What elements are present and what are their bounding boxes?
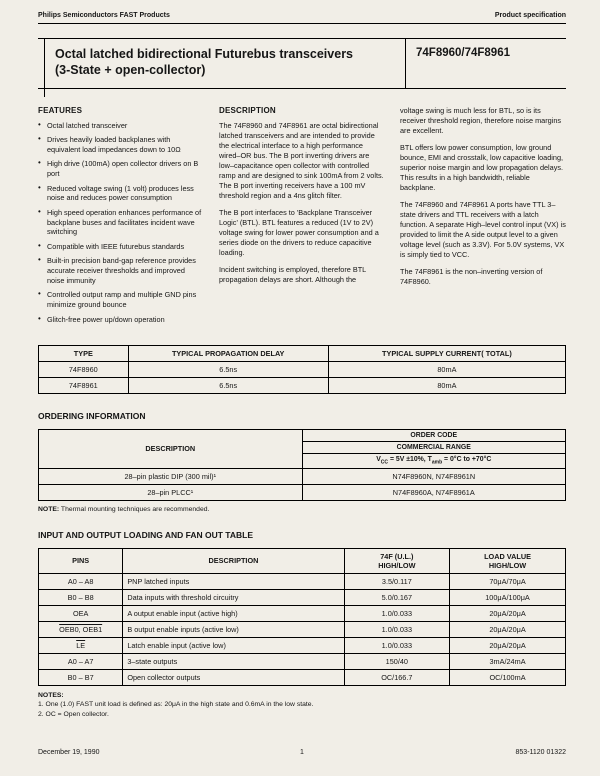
feature-item: • Reduced voltage swing (1 volt) produces less noise and reduces power consumption: [38, 184, 204, 203]
pins-cell: $\overline{LE}$: [39, 637, 123, 653]
footer-date: December 19, 1990: [38, 749, 100, 756]
vcc-subscript: CC: [380, 459, 389, 466]
load-value-header: [450, 548, 566, 573]
load-value-line1: LOAD VALUE: [484, 551, 531, 561]
unit-load-line2: HIGH/LOW: [378, 560, 416, 570]
load-value-cell: 20μA/20μA: [450, 621, 566, 637]
pins-cell: OEA: [39, 605, 123, 621]
package-cell: 28–pin plastic DIP (300 mil)¹: [39, 468, 303, 484]
feature-item: • Compatible with IEEE futurebus standards: [38, 242, 204, 252]
header-rule: [38, 23, 566, 24]
body-columns: [38, 106, 566, 330]
type-cell: 74F8961: [39, 378, 129, 394]
table-row: [39, 468, 566, 484]
description-paragraph: Incident switching is employed, therefore BTL propagation delays are short. Although the: [219, 265, 366, 285]
propagation-delay-header: TYPICAL PROPAGATION DELAY: [128, 346, 328, 362]
unit-load-cell: 1.0/0.033: [344, 605, 449, 621]
notes-label: NOTES:: [38, 691, 64, 699]
load-value-cell: 100μA/100μA: [450, 589, 566, 605]
table-row: [39, 621, 566, 637]
description-paragraph: BTL offers low power consumption, low ground bounce, EMI and crosstalk, low capacitive loading, superior noise margin and low propagation delays. This results in a high bandwidth, reliable backplane.: [400, 142, 564, 192]
fanout-table: [38, 548, 566, 686]
load-value-cell: OC/100mA: [450, 669, 566, 685]
table-row: [39, 378, 566, 394]
table-row: [39, 605, 566, 621]
feature-item: • Glitch-free power up/down operation: [38, 315, 204, 325]
ordering-table: [38, 429, 566, 500]
current-cell: 80mA: [328, 362, 565, 378]
unit-load-cell: OC/166.7: [344, 669, 449, 685]
fanout-header-row: [39, 548, 566, 573]
page-title: [55, 46, 397, 79]
title-area: [38, 39, 405, 88]
load-value-cell: 20μA/20μA: [450, 605, 566, 621]
condition-mid: = 5V ±10%, T: [388, 456, 432, 464]
unit-load-line1: 74F (U.L.): [380, 551, 414, 561]
vcc-condition-header: [302, 454, 566, 468]
note-item: 2. OC = Open collector.: [38, 710, 109, 718]
document-header: [38, 12, 566, 19]
commercial-range-header: COMMERCIAL RANGE: [302, 442, 566, 454]
feature-item: • Controlled output ramp and multiple GND pins minimize ground bounce: [38, 290, 204, 309]
title-left-rule: [44, 39, 45, 97]
unit-load-cell: 150/40: [344, 653, 449, 669]
feature-item: • High drive (100mA) open collector drivers on B port: [38, 159, 204, 178]
unit-load-header: [344, 548, 449, 573]
table-row: [39, 573, 566, 589]
type-table-header-row: [39, 346, 566, 362]
description-cell: Open collector outputs: [123, 669, 344, 685]
note-text: Thermal mounting techniques are recommended.: [59, 505, 210, 513]
description-heading: DESCRIPTION: [219, 105, 276, 115]
note-item: 1. One (1.0) FAST unit load is defined as: 20μA in the high state and 0.6mA in the low state.: [38, 701, 314, 709]
features-list: [38, 121, 204, 325]
description-paragraph: The B port interfaces to 'Backplane Transceiver Logic' (BTL). BTL features a reduced (1V to 2V) voltage swing for lower power consumption and a series diode on the drivers to reduce capacitive loading.: [219, 208, 379, 258]
description-cell: B output enable inputs (active low): [123, 621, 344, 637]
description-paragraph: The 74F8960 and 74F8961 are octal bidirectional latched transceivers and are intended to provide the electrical interface to a high performance wired–OR bus. The B port inverting drivers are low–capacitance open collector with controlled ramp and are designed to sink 100mA from 2 volts. The B port inverting receivers have a 100 mV threshold region and a 4ns glitch filter.: [219, 120, 384, 200]
ordering-note: [38, 506, 566, 513]
feature-item: • Octal latched transceiver: [38, 121, 204, 131]
unit-load-cell: 3.5/0.117: [344, 573, 449, 589]
unit-load-cell: 5.0/0.167: [344, 589, 449, 605]
unit-load-cell: 1.0/0.033: [344, 621, 449, 637]
title-line-2: (3-State + open-collector): [55, 63, 206, 78]
table-row: [39, 637, 566, 653]
supply-current-header: TYPICAL SUPPLY CURRENT( TOTAL): [328, 346, 565, 362]
type-cell: 74F8960: [39, 362, 129, 378]
feature-item: • High speed operation enhances performance of backplane buses and facilitates incident wave switching: [38, 208, 204, 237]
description-cell: Latch enable input (active low): [123, 637, 344, 653]
title-line-1: Octal latched bidirectional Futurebus transceivers: [55, 47, 354, 61]
feature-item: • Drives heavily loaded backplanes with equivalent load impedances down to 10Ω: [38, 135, 204, 154]
order-code-cell: N74F8960A, N74F8961A: [302, 484, 566, 500]
title-block: [38, 38, 566, 89]
description-cell: 3–state outputs: [123, 653, 344, 669]
footer-page-number: 1: [300, 749, 304, 756]
footer-doc-code: 853-1120 01322: [515, 749, 566, 756]
pins-cell: A0 – A7: [39, 653, 123, 669]
part-number: 74F8960/74F8961: [405, 39, 566, 88]
description-cell: Data inputs with threshold circuitry: [123, 589, 344, 605]
ordering-header-row: [39, 430, 566, 442]
type-header: TYPE: [39, 346, 129, 362]
current-cell: 80mA: [328, 378, 565, 394]
table-row: [39, 484, 566, 500]
table-row: [39, 362, 566, 378]
pins-cell: B0 – B7: [39, 669, 123, 685]
header-left: Philips Semiconductors FAST Products: [38, 12, 170, 19]
table-row: [39, 589, 566, 605]
description-header: DESCRIPTION: [123, 548, 344, 573]
ordering-description-header: DESCRIPTION: [39, 430, 303, 468]
delay-cell: 6.5ns: [128, 378, 328, 394]
description-paragraph: voltage swing is much less for BTL, so is its receiver threshold region, therefore noise margins are excellent.: [400, 105, 562, 135]
features-column: [38, 106, 204, 330]
delay-cell: 6.5ns: [128, 362, 328, 378]
unit-load-cell: 1.0/0.033: [344, 637, 449, 653]
table-row: [39, 669, 566, 685]
load-value-cell: 20μA/20μA: [450, 637, 566, 653]
type-table: [38, 345, 566, 394]
package-cell: 28–pin PLCC¹: [39, 484, 303, 500]
table-row: [39, 653, 566, 669]
fanout-heading: INPUT AND OUTPUT LOADING AND FAN OUT TABLE: [38, 529, 254, 540]
load-value-cell: 70μA/70μA: [450, 573, 566, 589]
order-code-cell: N74F8960N, N74F8961N: [302, 468, 566, 484]
description-column-1: [219, 106, 385, 330]
feature-item: • Built-in precision band-gap reference provides accurate receiver thresholds and improved noise immunity: [38, 256, 204, 285]
header-right: Product specification: [494, 12, 566, 19]
description-paragraph: The 74F8960 and 74F8961 A ports have TTL 3–state drivers and TTL receivers with a latch function. A separate High–level control input (VX) is provided to limit the A side output level to a given voltage level (such as 3.3V). For 5.0V systems, VX is simply tied to VCC.: [400, 200, 566, 260]
description-column-2: [400, 106, 566, 330]
pins-header: PINS: [39, 548, 123, 573]
condition-end: = 0°C to +70°C: [442, 456, 492, 464]
note-label: NOTE:: [38, 505, 60, 513]
vcc-symbol: V: [376, 456, 381, 464]
tamb-subscript: amb: [431, 459, 443, 466]
description-cell: PNP latched inputs: [123, 573, 344, 589]
order-code-header: ORDER CODE: [302, 430, 566, 442]
features-heading: FEATURES: [38, 105, 83, 115]
ordering-heading: ORDERING INFORMATION: [38, 411, 146, 422]
pins-cell: OEB0, OEB1: [39, 621, 123, 637]
pins-cell: A0 – A8: [39, 573, 123, 589]
load-value-line2: HIGH/LOW: [488, 560, 527, 570]
description-cell: A output enable input (active high): [123, 605, 344, 621]
pins-cell: B0 – B8: [39, 589, 123, 605]
load-value-cell: 3mA/24mA: [450, 653, 566, 669]
description-paragraph: The 74F8961 is the non–inverting version of 74F8960.: [400, 267, 543, 287]
notes-block: [38, 691, 566, 720]
